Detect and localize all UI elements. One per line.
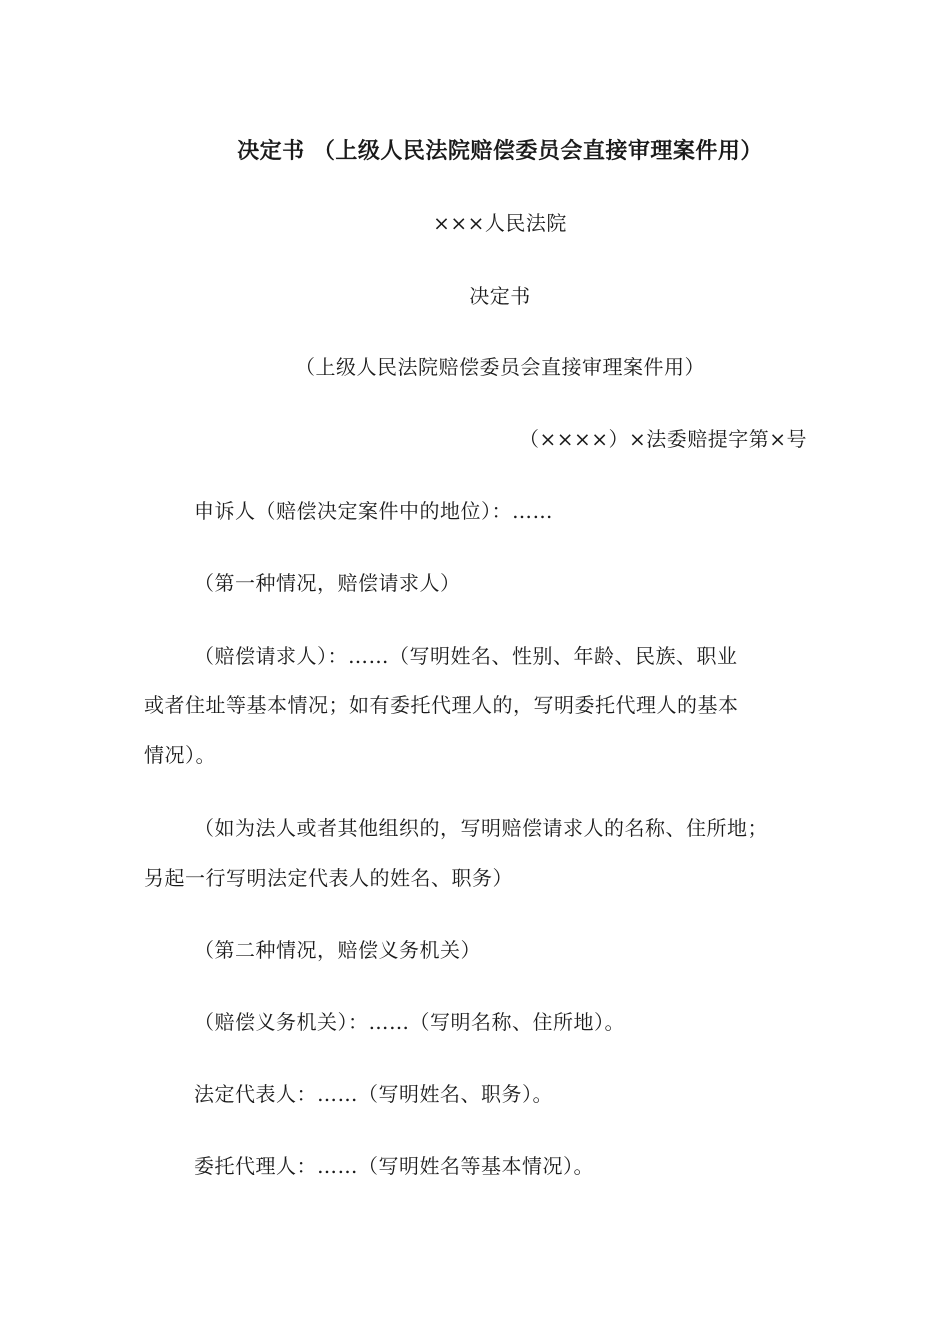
paragraph-legal-person-line-1: （如为法人或者其他组织的，写明赔偿请求人的名称、住所地；: [194, 816, 768, 840]
paragraph-claimant-line-3: 情况）。: [144, 743, 216, 767]
paragraph-agent: 委托代理人：……（写明姓名等基本情况）。: [194, 1154, 594, 1178]
paragraph-appellant: 申诉人（赔偿决定案件中的地位）：……: [194, 499, 553, 523]
paragraph-legal-representative: 法定代表人：……（写明姓名、职务）。: [194, 1082, 553, 1106]
paragraph-claimant-line-2: 或者住址等基本情况；如有委托代理人的，写明委托代理人的基本: [144, 693, 739, 717]
document-title: 决定书 （上级人民法院赔偿委员会直接审理案件用）: [237, 138, 763, 164]
court-name: ×××人民法院: [433, 211, 567, 235]
paragraph-case-one-heading: （第一种情况，赔偿请求人）: [194, 571, 461, 595]
document-subtitle: （上级人民法院赔偿委员会直接审理案件用）: [295, 355, 705, 379]
paragraph-obligor: （赔偿义务机关）：……（写明名称、住所地）。: [194, 1010, 625, 1034]
paragraph-claimant-line-1: （赔偿请求人）：……（写明姓名、性别、年龄、民族、职业: [194, 644, 738, 668]
document-type: 决定书: [469, 284, 531, 308]
paragraph-case-two-heading: （第二种情况，赔偿义务机关）: [194, 938, 481, 962]
case-number: （××××）×法委赔提字第×号: [518, 427, 807, 451]
paragraph-legal-person-line-2: 另起一行写明法定代表人的姓名、职务）: [144, 866, 513, 890]
